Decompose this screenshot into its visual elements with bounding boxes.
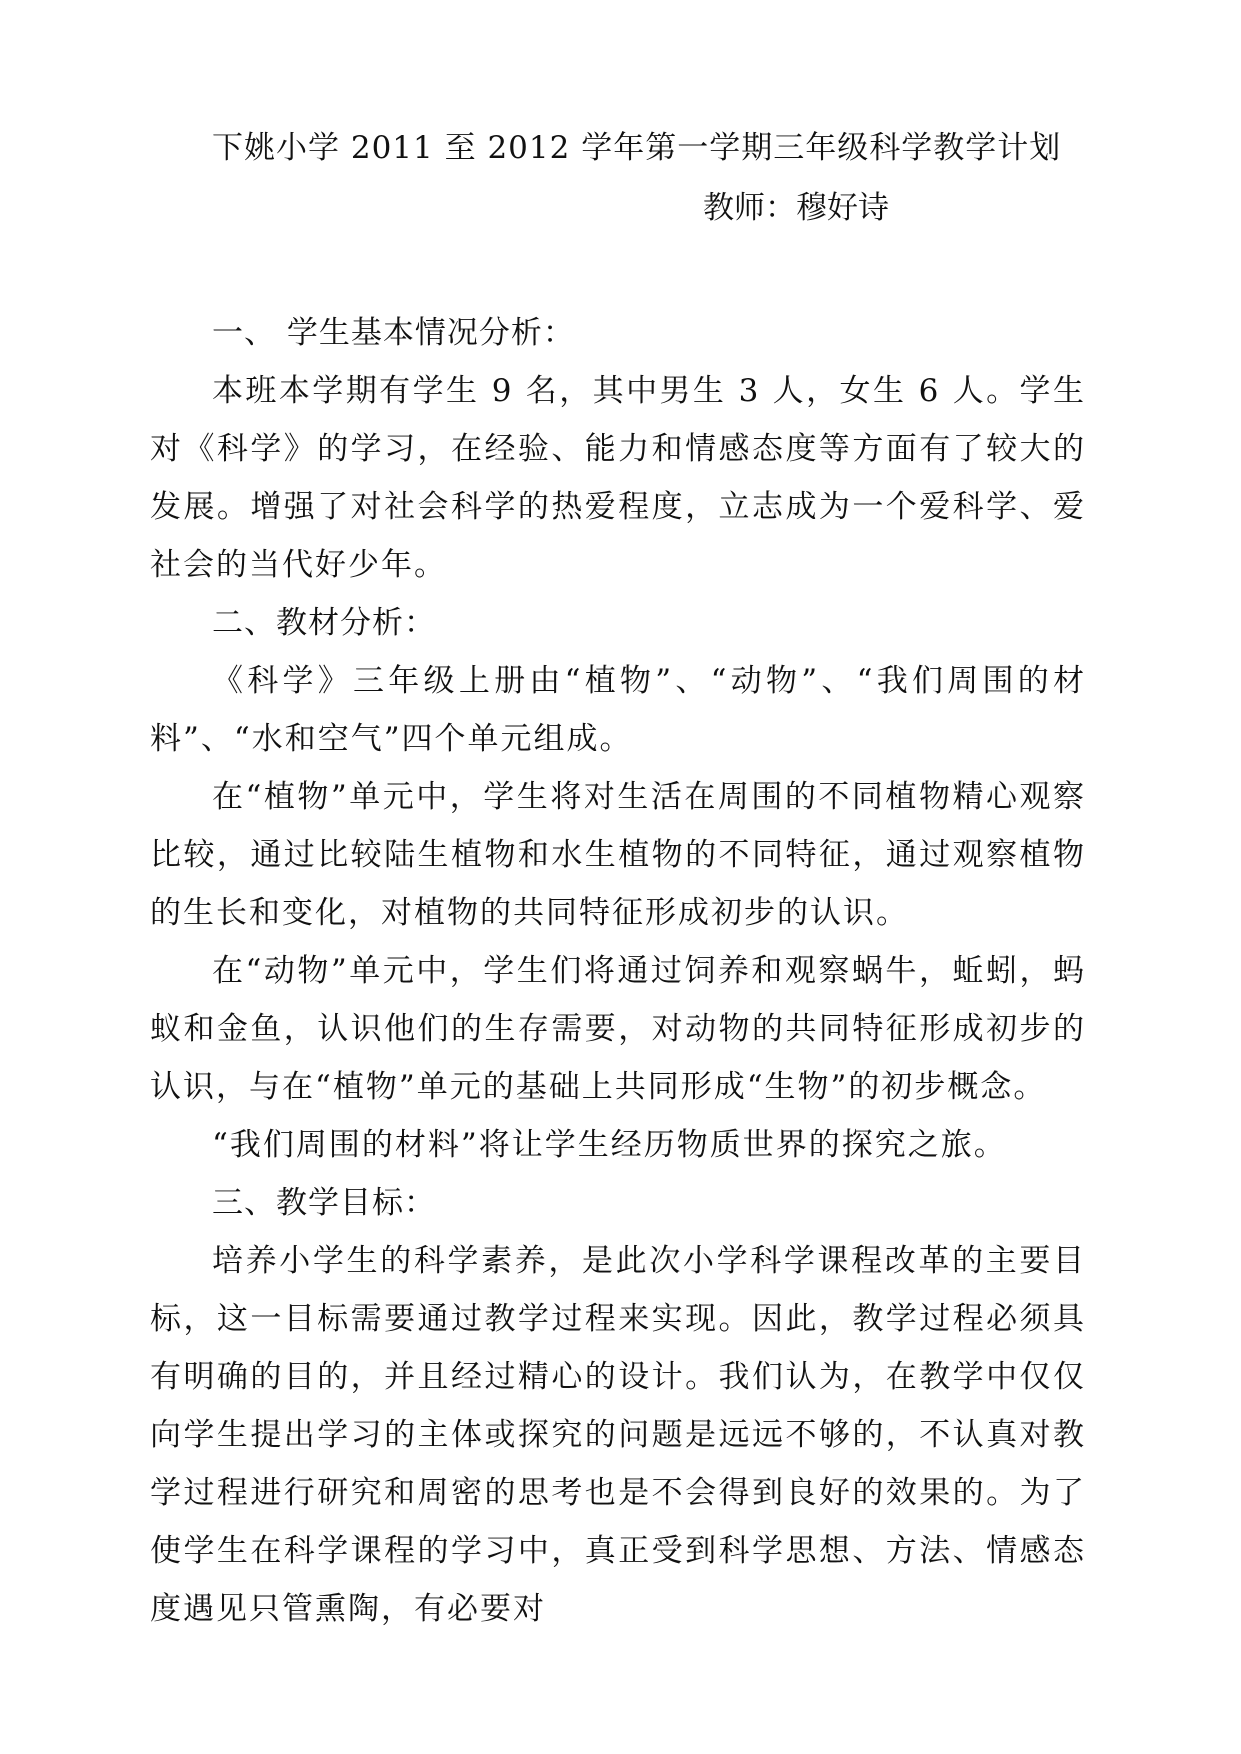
paragraph-materials-unit: “我们周围的材料”将让学生经历物质世界的探究之旅。: [212, 1127, 1007, 1163]
document-body: [150, 304, 1086, 1638]
section-heading-student-analysis: 一、 学生基本情况分析：: [212, 315, 575, 351]
paragraph-textbook-overview: 《科学》三年级上册由“植物”、“动物”、“我们周围的材料”、“水和空气”四个单元组成。: [150, 663, 1086, 757]
paragraph-student-analysis: 本班本学期有学生 9 名，其中男生 3 人，女生 6 人。学生对《科学》的学习，在经验、能力和情感态度等方面有了较大的发展。增强了对社会科学的热爱程度，立志成为一个爱科学、爱社会的当代好少年。: [150, 373, 1086, 583]
paragraph-teaching-goals: 培养小学生的科学素养，是此次小学科学课程改革的主要目标，这一目标需要通过教学过程来实现。因此，教学过程必须具有明确的目的，并且经过精心的设计。我们认为，在教学中仅仅向学生提出学习的主体或探究的问题是远远不够的，不认真对教学过程进行研究和周密的思考也是不会得到良好的效果的。为了使学生在科学课程的学习中，真正受到科学思想、方法、情感态度遇见只管熏陶，有必要对: [150, 1243, 1086, 1627]
paragraph-plants-unit: 在“植物”单元中，学生将对生活在周围的不同植物精心观察比较，通过比较陆生植物和水生植物的不同特征，通过观察植物的生长和变化，对植物的共同特征形成初步的认识。: [150, 779, 1086, 931]
document-title: 下姚小学 2011 至 2012 学年第一学期三年级科学教学计划: [212, 130, 1062, 166]
teacher-name: 教师：穆好诗: [703, 190, 889, 226]
section-heading-textbook-analysis: 二、教材分析：: [212, 605, 436, 641]
paragraph-animals-unit: 在“动物”单元中，学生们将通过饲养和观察蜗牛，蚯蚓，蚂蚁和金鱼，认识他们的生存需要，对动物的共同特征形成初步的认识，与在“植物”单元的基础上共同形成“生物”的初步概念。: [150, 953, 1086, 1105]
section-heading-teaching-goals: 三、教学目标：: [212, 1185, 436, 1221]
